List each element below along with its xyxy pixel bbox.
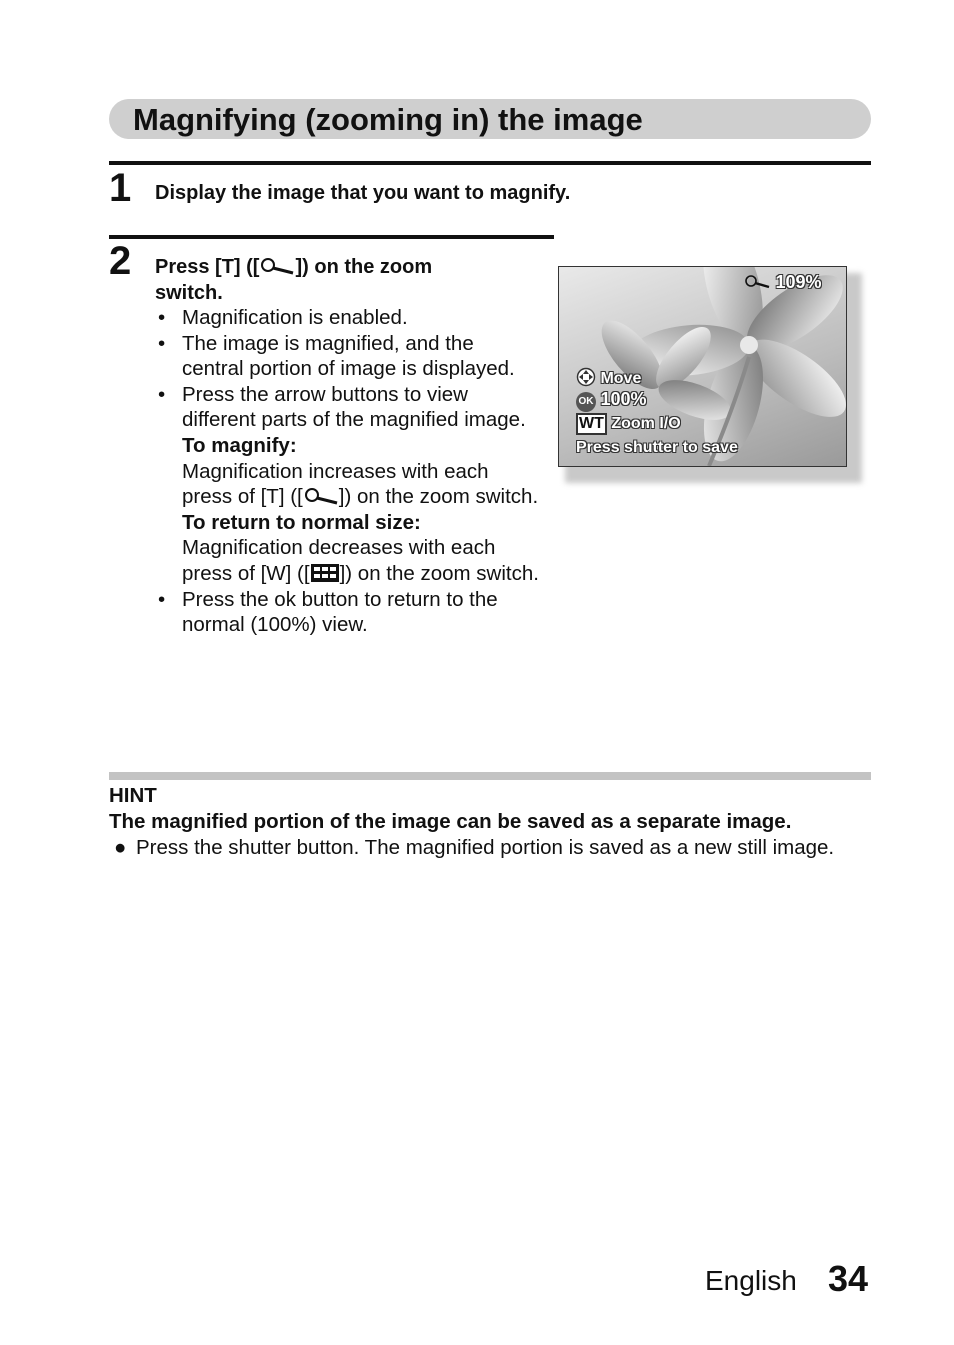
step2-text-after: ]) on the zoom switch. — [155, 256, 433, 304]
to-return-before: Magnification decreases with each press of [W] ([ — [182, 536, 496, 585]
list-item — [155, 382, 540, 587]
footer-language: English — [705, 1265, 797, 1296]
ok-hint — [576, 389, 647, 412]
wt-icon: WT — [576, 413, 607, 435]
bullet-dot: • — [158, 587, 166, 611]
hint-heading: The magnified portion of the image can be saved as a separate image. — [109, 810, 792, 833]
hint-label: HINT — [109, 784, 157, 807]
bullet-text: The image is magnified, and the central portion of image is displayed. — [182, 331, 515, 381]
page-number: 34 — [828, 1258, 869, 1299]
move-label: Move — [600, 370, 642, 387]
to-magnify-heading: To magnify: — [182, 433, 297, 457]
bullet-text: Magnification is enabled. — [182, 306, 408, 329]
zoom-level-readout — [745, 272, 822, 293]
bullet-dot: • — [158, 306, 166, 329]
magnify-icon — [303, 488, 339, 506]
magnify-icon — [259, 258, 295, 276]
step2-instruction — [155, 254, 485, 306]
hint-divider — [109, 772, 871, 780]
to-magnify-before: Magnification increases with each press of [T] ([ — [182, 459, 489, 509]
to-return-text — [182, 535, 540, 586]
step1-number: 1 — [109, 166, 132, 210]
hint-bullet — [114, 835, 854, 861]
list-item — [155, 587, 540, 638]
step1-text: Display the image that you want to magnify. — [155, 182, 571, 204]
page-title: Magnifying (zooming in) the image — [133, 102, 643, 137]
bullet-text: Press the arrow buttons to view different parts of the magnified image. — [182, 382, 526, 432]
to-return-after: ]) on the zoom switch. — [339, 561, 539, 585]
list-item — [155, 305, 540, 331]
step1-rule — [109, 161, 871, 165]
list-item — [155, 331, 540, 382]
to-magnify-after: ]) on the zoom switch. — [338, 485, 539, 509]
arrow-pad-icon — [576, 367, 596, 387]
ok-label: 100% — [600, 389, 647, 409]
camera-screen — [558, 266, 847, 467]
step2-bullet-list — [155, 305, 540, 638]
zoom-label: Zoom I/O — [611, 415, 681, 432]
bullet-dot: ● — [114, 836, 127, 859]
move-hint — [576, 367, 641, 388]
magnify-icon — [745, 275, 771, 289]
step2-text-before: Press [T] ([ — [155, 256, 260, 278]
step2-number: 2 — [109, 239, 132, 283]
bullet-dot: • — [158, 382, 166, 406]
bullet-text: Press the ok button to return to the normal (100%) view. — [182, 587, 498, 637]
thumbnail-grid-icon — [310, 563, 340, 583]
to-return-heading: To return to normal size: — [182, 510, 421, 534]
zoom-level-value: 109% — [775, 272, 822, 292]
to-magnify-text — [182, 459, 540, 510]
ok-icon: OK — [576, 392, 596, 412]
hint-bullet-text: Press the shutter button. The magnified portion is saved as a new still image. — [136, 836, 835, 859]
page-title-bar — [109, 99, 871, 139]
shutter-hint: Press shutter to save — [576, 439, 738, 456]
zoom-hint — [576, 413, 681, 435]
step2-rule — [109, 235, 554, 239]
bullet-dot: • — [158, 331, 166, 355]
